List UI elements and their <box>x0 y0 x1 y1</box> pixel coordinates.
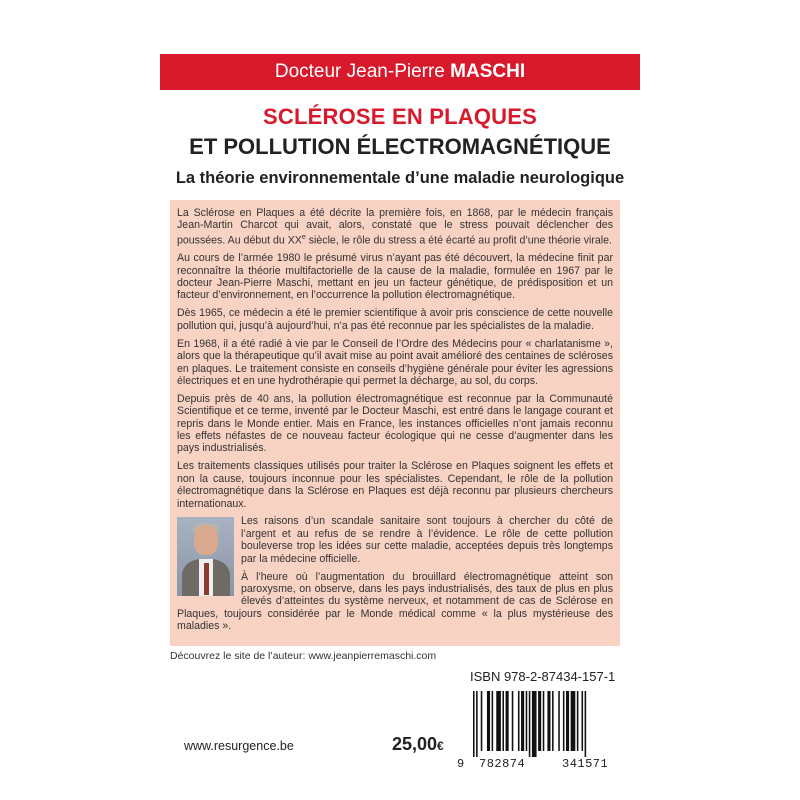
barcode-right-digits: 341571 <box>562 757 609 771</box>
author-photo <box>177 517 234 596</box>
price <box>392 734 444 755</box>
author-website: Découvrez le site de l’auteur: www.jeanpierremaschi.com <box>170 650 437 662</box>
author-last-name: MASCHI <box>450 61 526 82</box>
summary-text-box <box>170 200 620 646</box>
paragraph-1: La Sclérose en Plaques a été décrite la première fois, en 1868, par le médecin français Jean-Martin Charcot qui avait, alors, constaté que le stress pouvait déclencher des poussées. Au début du XXe siècle, le rôle du stress a été écarté au profit d’une théorie virale. <box>177 207 613 247</box>
barcode-lead-digit: 9 <box>457 757 465 771</box>
paragraph-4: En 1968, il a été radié à vie par le Conseil de l’Ordre des Médecins pour « charlatanisme », alors que la thérapeutique qu’il avait mise au point avait amélioré des centaines de scléroses en plaques. Le traitement consiste en conseils d’hygiène générale pour éviter les agressions électriques et en une hydrothérapie qui permet la décharge, au sol, du corps. <box>177 337 613 387</box>
title-line-2: ET POLLUTION ÉLECTROMAGNÉTIQUE <box>189 134 611 159</box>
paragraph-5: Depuis près de 40 ans, la pollution électromagnétique est reconnue par la Communauté Scientifique et ce terme, inventé par le Docteur Maschi, est entré dans le langage courant et repris dans le Monde entier. Mais en France, les instances officielles n’ont jamais reconnu les effets néfastes de ce nouveau facteur écologique qui ne cesse d’augmenter dans les pays industrialisés. <box>177 392 613 455</box>
subtitle: La théorie environnementale d’une maladie neurologique <box>175 169 625 187</box>
isbn: ISBN 978-2-87434-157-1 <box>470 669 616 684</box>
author-band <box>160 54 640 90</box>
barcode <box>473 691 633 757</box>
publisher-website: www.resurgence.be <box>184 739 294 753</box>
price-currency: € <box>437 739 444 753</box>
paragraph-8: À l’heure où l’augmentation du brouillard électromagnétique atteint son paroxysme, on observe, dans les pays industrialisés, des taux de plus en plus élevés d’atteintes du système nerveux, et notamment de cas de Sclérose en Plaques, toujours considérée par le Monde médical comme « la plus mystérieuse des maladies ». <box>177 570 613 633</box>
paragraph-3: Dès 1965, ce médecin a été le premier scientifique à avoir pris conscience de cette nouvelle pollution qui, jusqu’à aujourd’hui, n’a pas été reconnue par les spécialistes de la maladie. <box>177 307 613 332</box>
book-back-cover <box>160 54 640 776</box>
title-line-1: SCLÉROSE EN PLAQUES <box>263 104 537 129</box>
paragraph-7: Les raisons d’un scandale sanitaire sont toujours à chercher du côté de l’argent et au refus de se rendre à l’évidence. Le rôle de cette pollution bouleverse trop les idées sur cette maladie, acceptées depuis très longtemps par la médecine officielle. <box>177 515 613 565</box>
paragraph-6: Les traitements classiques utilisés pour traiter la Sclérose en Plaques soignent les effets et non la cause, toujours inconnue pour les spécialistes. Cependant, le rôle de la pollution électromagnétique dans la Sclérose en Plaques est déjà reconnu par plusieurs chercheurs internationaux. <box>177 460 613 510</box>
paragraph-2: Au cours de l’armée 1980 le présumé virus n’ayant pas été découvert, la médecine finit par reconnaître la théorie multifactorielle de la cause de la maladie, formulée en 1967 par le docteur Jean-Pierre Maschi, mettant en jeu un facteur génétique, de prédisposition et un facteur d’environnement, en l’occurrence la pollution électromagnétique. <box>177 252 613 302</box>
author-first-name: Docteur Jean-Pierre <box>274 61 445 82</box>
barcode-left-digits: 782874 <box>479 757 526 771</box>
price-amount: 25,00 <box>392 734 438 754</box>
